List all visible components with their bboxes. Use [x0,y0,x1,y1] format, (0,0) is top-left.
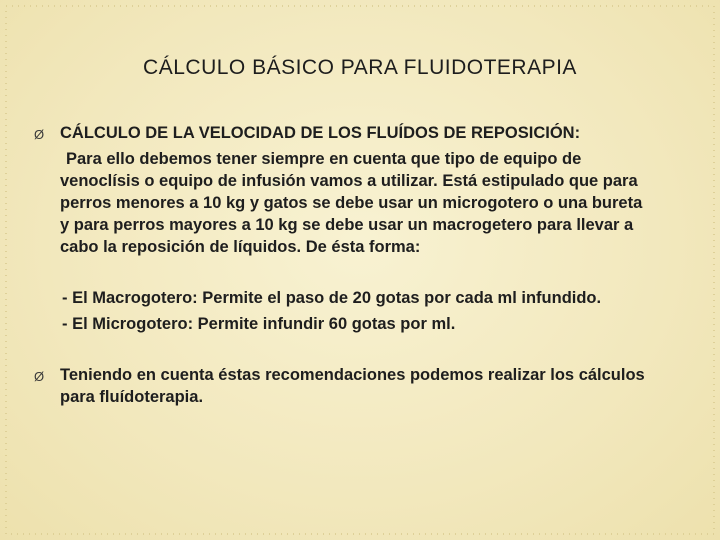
bullet-arrow-icon: Ø [34,127,45,142]
bullet-arrow-icon: Ø [34,369,45,384]
bullet1-heading: CÁLCULO DE LA VELOCIDAD DE LOS FLUÍDOS DE REPOSICIÓN: [60,124,581,142]
bullet1-line: y para perros mayores a 10 kg se debe usar un macrogetero para llevar a [60,216,634,234]
bullet1-line: venoclísis o equipo de infusión vamos a utilizar. Está estipulado que para [60,172,638,190]
bullet2-text [60,364,700,408]
bullet1-body [60,148,700,258]
sub-item-macrogotero: - El Macrogotero: Permite el paso de 20 gotas por cada ml infundido. [62,289,602,307]
sub-items-list [62,285,702,337]
bullet2-line: Teniendo en cuenta éstas recomendaciones podemos realizar los cálculos [60,366,645,384]
bullet1-line: Para ello debemos tener siempre en cuenta que tipo de equipo de [66,150,582,168]
bullet1-line: perros menores a 10 kg y gatos se debe usar un microgotero o una bureta [60,194,643,212]
slide-title: CÁLCULO BÁSICO PARA FLUIDOTERAPIA [143,56,577,80]
sub-item-microgotero: - El Microgotero: Permite infundir 60 gotas por ml. [62,315,456,333]
bullet2-line: para fluídoterapia. [60,388,204,406]
bullet1-line: cabo la reposición de líquidos. De ésta forma: [60,238,421,256]
